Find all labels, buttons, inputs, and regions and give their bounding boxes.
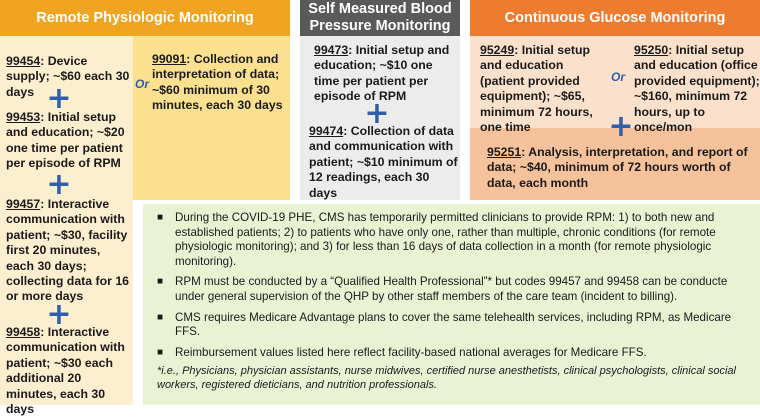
note-bullet: ■ CMS requires Medicare Advantage plans to cover the same telehealth services, including RPM, as Medicare FFS.	[153, 311, 756, 340]
code-99474: 99474	[309, 124, 344, 138]
plus-icon: +	[46, 297, 72, 332]
plus-icon: +	[608, 109, 634, 144]
rpm-item-99453: 99453: Initial setup and education; ~$20 one time per patient per episode of RPM	[6, 110, 125, 171]
code-99473: 99473	[314, 43, 349, 57]
smbp-item-99474: 99474: Collection of data and communication with patient; ~$10 minimum of 12 readings, each 30 days	[309, 124, 458, 200]
cgm-item-95249: 95249: Initial setup and education (patient provided equipment); ~$65, minimum 72 hours, one time	[480, 43, 593, 135]
smbp-title: Self Measured Blood Pressure Monitoring	[308, 1, 452, 34]
code-95251: 95251	[487, 145, 522, 159]
rpm-or-label: Or	[135, 77, 150, 91]
smbp-item-99473: 99473: Initial setup and education; ~$10 one time per patient per episode of RPM	[314, 43, 450, 104]
note-bullet: ■ Reimbursement values listed here reflect facility-based national averages for Medicare FFS.	[153, 346, 756, 361]
rpm-header	[0, 0, 290, 36]
code-99458: 99458	[6, 325, 41, 339]
cgm-header	[470, 0, 760, 36]
bullet-icon: ■	[157, 276, 164, 288]
plus-icon: +	[46, 81, 72, 116]
code-95249: 95249	[480, 43, 515, 57]
cgm-item-95251: 95251: Analysis, interpretation, and report of data; ~$40, minimum of 72 hours worth of data, each month	[487, 145, 748, 190]
bullet-icon: ■	[157, 346, 164, 358]
bullet-icon: ■	[157, 311, 164, 323]
smbp-header	[300, 0, 460, 36]
code-95250: 95250	[634, 43, 669, 57]
rpm-item-99454: 99454: Device supply; ~$60 each 30 days	[6, 54, 130, 99]
rpm-title: Remote Physiologic Monitoring	[36, 9, 254, 26]
plus-icon: +	[364, 96, 390, 131]
plus-icon: +	[46, 167, 72, 202]
note-bullet: ■ During the COVID-19 PHE, CMS has temporarily permitted clinicians to provide RPM: 1) to both new and established patients; 2) to patients who have only one, rather than multiple, chronic conditions (for remote physiologic monitoring); and 3) for less than 16 days of data collection in a month (for remote physiologic monitoring).	[153, 211, 756, 269]
code-99453: 99453	[6, 110, 41, 124]
rpm-item-99458: 99458: Interactive communication with patient; ~$30 each additional 20 minutes, each 30 days	[6, 325, 125, 417]
rpm-item-99457: 99457: Interactive communication with patient; ~$30, facility first 20 minutes, each 30 days; collecting data for 16 or more days	[6, 197, 129, 304]
code-99091: 99091	[152, 52, 187, 66]
rpm-item-99091: 99091: Collection and interpretation of data; ~$60 minimum of 30 minutes, each 30 days	[152, 52, 283, 113]
note-bullet: ■ RPM must be conducted by a “Qualified Health Professional”* but codes 99457 and 99458 can be conducte under general supervision of the QHP by other staff members of the care team (incident to billing).	[153, 275, 756, 304]
code-99457: 99457	[6, 197, 41, 211]
cgm-or-label: Or	[611, 70, 626, 84]
cgm-title: Continuous Glucose Monitoring	[504, 9, 726, 26]
bullet-icon: ■	[157, 212, 164, 223]
footnote: *i.e., Physicians, physician assistants, nurse midwives, certified nurse anesthetists, clinical psychologists, clinical social workers, registered dieticians, and nutrition professionals.	[157, 365, 736, 392]
code-99454: 99454	[6, 54, 41, 68]
cgm-item-95250: 95250: Initial setup and education (office provided equipment); ~$160, minimum 72 hours, up to once/mon	[634, 43, 760, 135]
notes-panel	[143, 204, 760, 405]
